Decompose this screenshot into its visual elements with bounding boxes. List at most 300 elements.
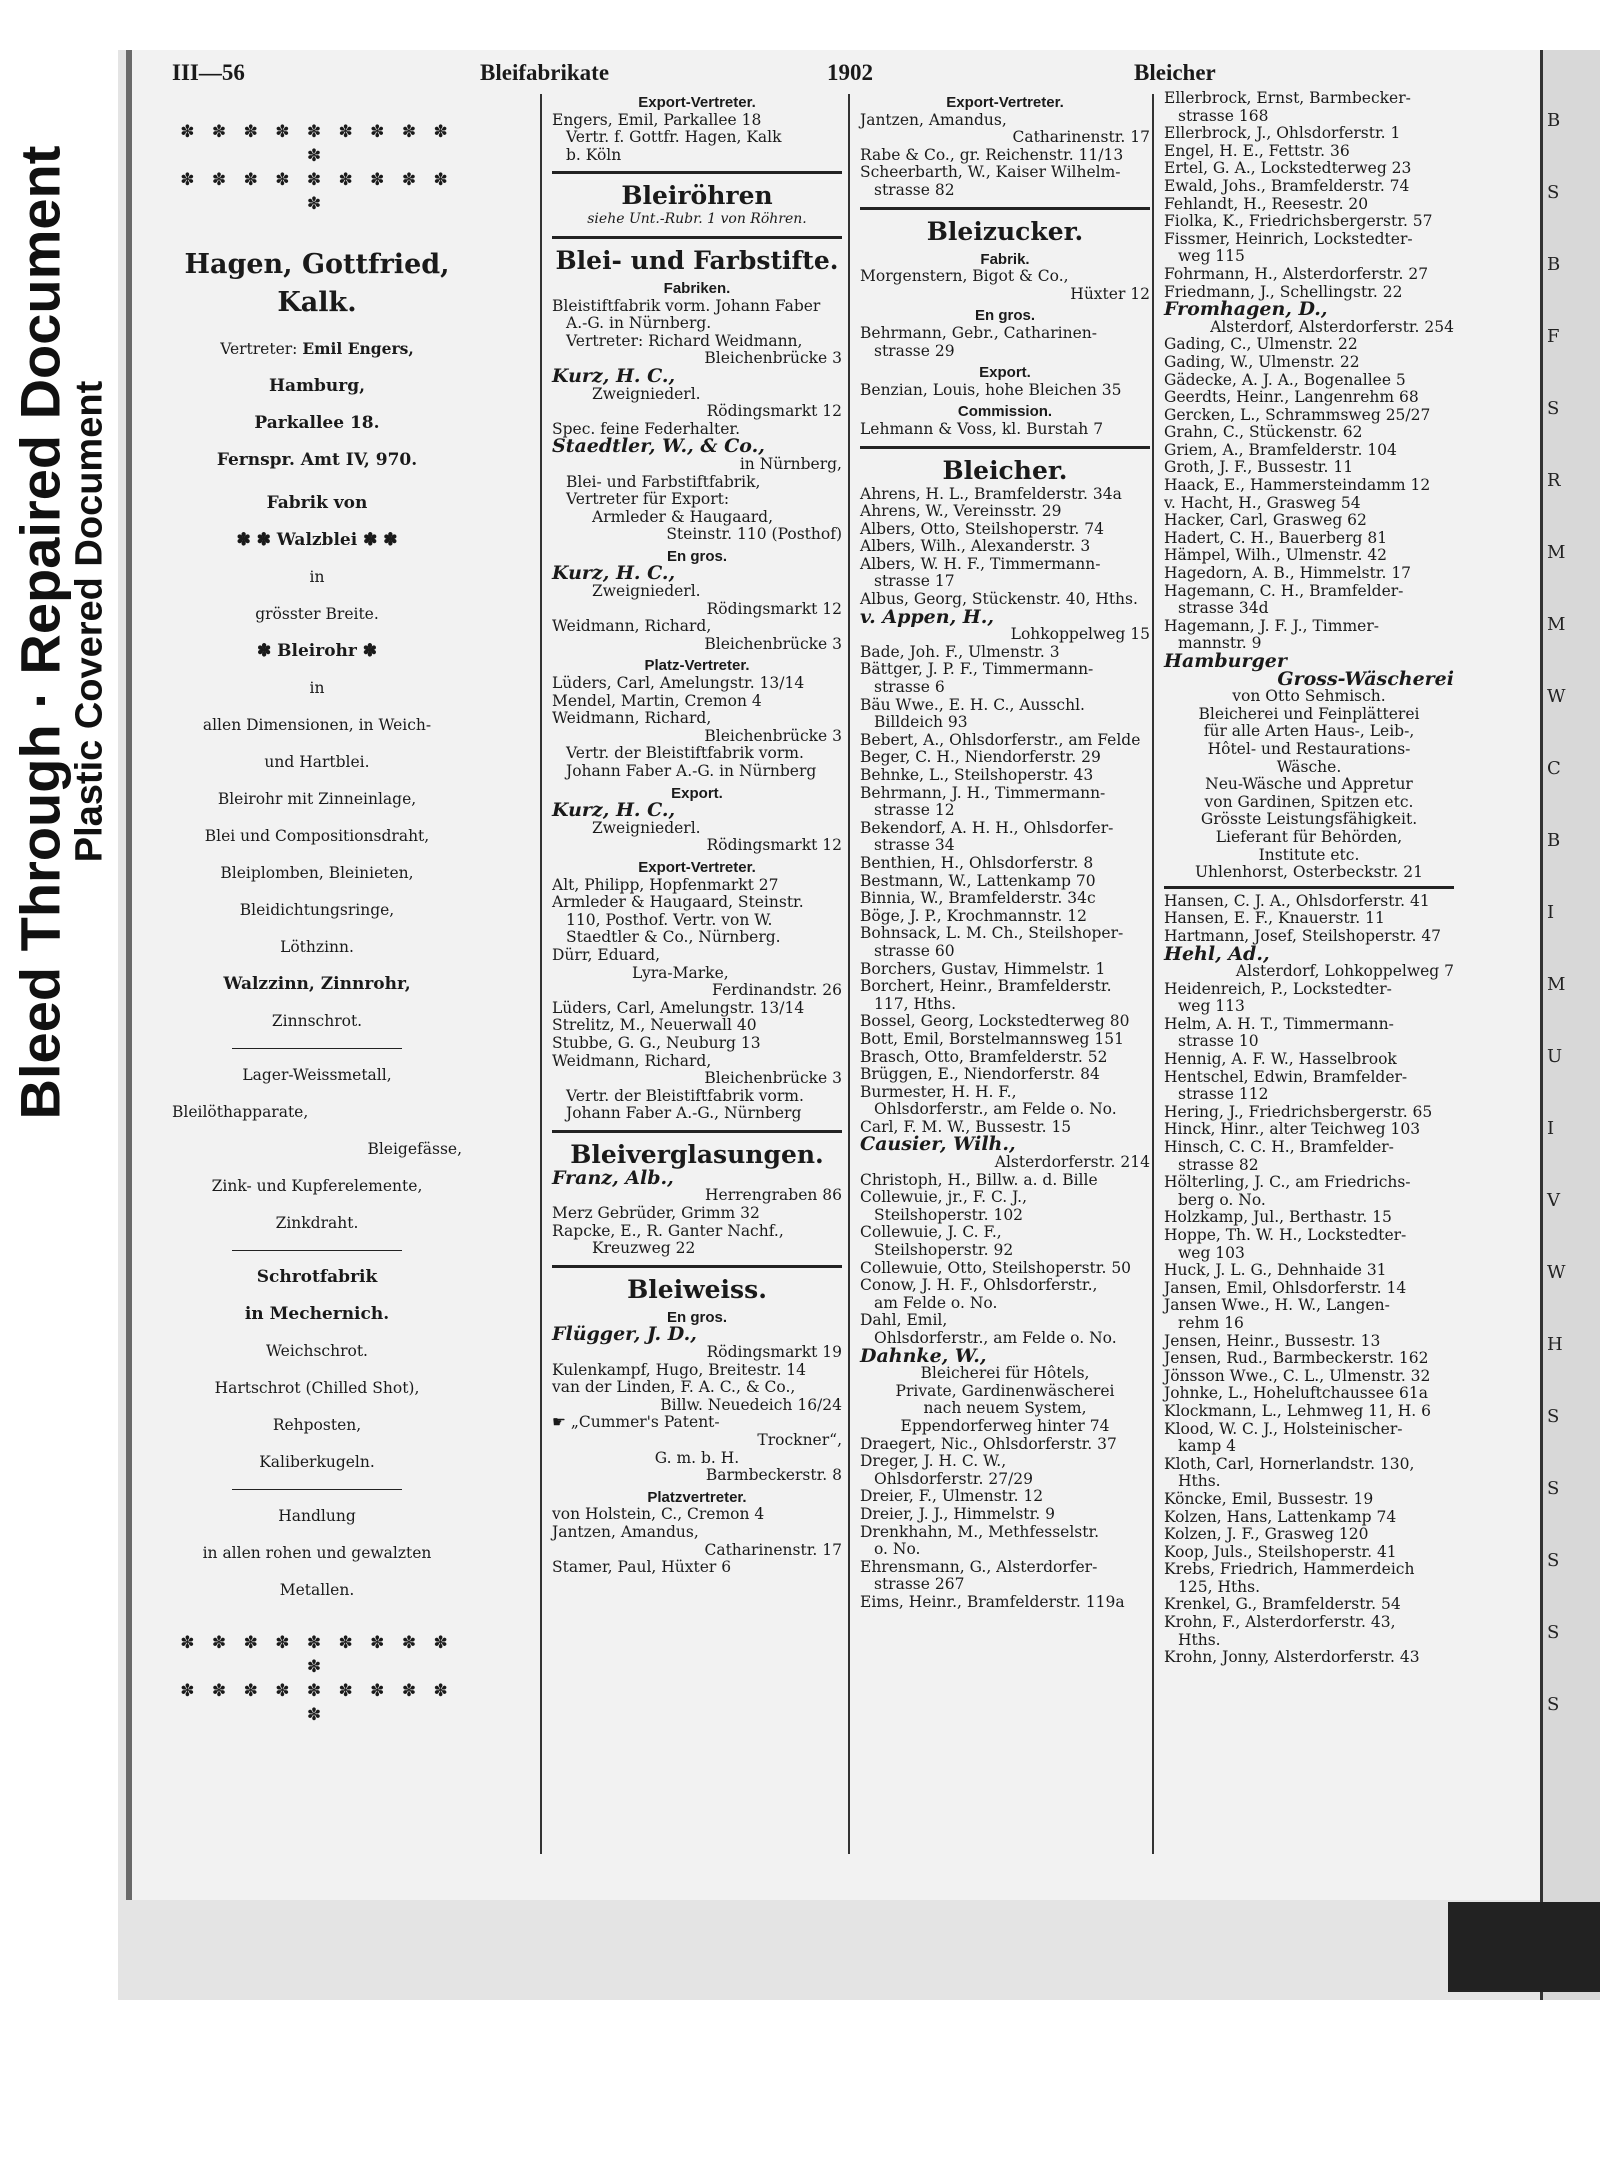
- ad-text: Bleidichtungsringe,: [239, 901, 395, 919]
- advertisement-hagen: [172, 120, 462, 1727]
- entry: Collewuie, jr., F. C. J.,: [860, 1188, 1028, 1207]
- entry: Fissmer, Heinrich, Lockstedter-: [1164, 229, 1413, 248]
- entry: Weidmann, Richard,: [552, 709, 712, 728]
- entry-list: [1164, 981, 1454, 1667]
- ad-text: Bleilöthapparate,: [172, 1103, 309, 1121]
- entry: Jansen Wwe., H. W., Langen-: [1164, 1296, 1390, 1315]
- section-subheading: Platz-Vertreter.: [644, 657, 750, 675]
- entry-highlight: Gross-Wäscherei: [1277, 667, 1454, 690]
- header-left-keyword: Bleifabrikate: [480, 60, 610, 85]
- star-border: ✽ ✽ ✽ ✽ ✽ ✽ ✽ ✽ ✽ ✽: [180, 122, 454, 166]
- entry-list: [1164, 90, 1454, 301]
- entry: Hinck, Hinr., alter Teichweg 103: [1164, 1120, 1421, 1139]
- entry: Hadert, C. H., Bauerberg 81: [1164, 528, 1388, 547]
- ad-schrotfabrik: Schrotfabrik: [256, 1267, 378, 1287]
- divider: [552, 1130, 842, 1133]
- entry: Holzkamp, Jul., Berthastr. 15: [1164, 1208, 1392, 1227]
- entry: weg 113: [1178, 997, 1245, 1016]
- entry: Bleicherei und Feinplätterei: [1198, 704, 1420, 723]
- adjacent-page-letter: U: [1547, 1046, 1563, 1067]
- section-subheading: Export-Vertreter.: [946, 94, 1064, 111]
- ad-text: in allen rohen und gewalzten: [202, 1544, 432, 1562]
- entry: Steilshoperstr. 102: [874, 1205, 1024, 1224]
- divider: [232, 1489, 402, 1490]
- entry: Grösste Leistungsfähigkeit.: [1200, 810, 1418, 829]
- section-heading: Bleicher.: [942, 455, 1068, 485]
- column-rule: [540, 94, 542, 1854]
- entry: Stubbe, G. G., Neuburg 13: [552, 1033, 761, 1052]
- entry-highlight: Staedtler, W., & Co.,: [552, 435, 765, 458]
- entry: Barmbeckerstr. 8: [705, 1466, 842, 1485]
- entry: Collewuie, J. C. F.,: [860, 1223, 1002, 1242]
- ad-company-city: Kalk.: [277, 287, 357, 318]
- column-rule: [1152, 94, 1154, 1854]
- entry: Jensen, Rud., Barmbeckerstr. 162: [1164, 1349, 1429, 1368]
- entry: rehm 16: [1178, 1313, 1244, 1332]
- entry: Kreuzweg 22: [592, 1239, 696, 1258]
- entry-highlight: Hehl, Ad.,: [1164, 942, 1270, 965]
- entry: Carl, F. M. W., Bussestr. 15: [860, 1117, 1072, 1136]
- entry: weg 115: [1178, 247, 1245, 266]
- entry: Steinstr. 110 (Posthof): [666, 525, 842, 544]
- header-right-keyword: Bleicher: [1134, 60, 1216, 85]
- rep-phone: Fernspr. Amt IV, 970.: [216, 450, 418, 470]
- entry: Rödingsmarkt 12: [706, 402, 842, 421]
- entry: Blei- und Farbstiftfabrik,: [566, 472, 761, 491]
- rep-street: Parkallee 18.: [254, 413, 380, 433]
- entry: Ertel, G. A., Lockstedterweg 23: [1164, 159, 1412, 178]
- divider: [552, 236, 842, 239]
- section-heading: Bleiröhren: [621, 181, 773, 211]
- adjacent-page-letter: W: [1547, 1262, 1566, 1283]
- entry: Gading, W., Ulmenstr. 22: [1164, 352, 1360, 371]
- entry: weg 103: [1178, 1243, 1245, 1262]
- entry: Alsterdorf, Alsterdorferstr. 254: [1210, 317, 1454, 336]
- entry-highlight: Fromhagen, D.,: [1164, 298, 1328, 321]
- entry: o. No.: [874, 1540, 921, 1559]
- entry: Dreier, J. J., Himmelstr. 9: [860, 1504, 1055, 1523]
- ad-text: Zink- und Kupferelemente,: [211, 1177, 423, 1195]
- entry: Vertr. der Bleistiftfabrik vorm.: [566, 744, 804, 763]
- header-year: 1902: [827, 60, 873, 85]
- entry: Ohlsdorferstr. 27/29: [874, 1469, 1033, 1488]
- section-subheading: En gros.: [666, 1308, 727, 1326]
- entry: Catharinenstr. 17: [704, 1540, 842, 1559]
- entry: Fehlandt, H., Reesestr. 20: [1164, 194, 1369, 213]
- entry: Bekendorf, A. H. H., Ohlsdorfer-: [860, 818, 1114, 837]
- entry: Huck, J. L. G., Dehnhaide 31: [1164, 1261, 1387, 1280]
- running-header: [132, 56, 1552, 92]
- entry: Klood, W. C. J., Holsteinischer-: [1164, 1419, 1403, 1438]
- entry: Bleichenbrücke 3: [704, 1069, 842, 1088]
- entry: Bleichenbrücke 3: [704, 349, 842, 368]
- entry: Dreger, J. H. C. W.,: [860, 1452, 1007, 1471]
- section-subheading: Platzvertreter.: [647, 1488, 747, 1506]
- entry: Armleder & Haugaard, Steinstr.: [552, 893, 804, 912]
- scan-edge-shadow: [1448, 1902, 1600, 1992]
- ad-walzblei: ✽ ✽ Walzblei ✽ ✽: [236, 530, 398, 550]
- entry: Christoph, H., Billw. a. d. Bille: [860, 1170, 1098, 1189]
- entry: 117, Hths.: [874, 994, 957, 1013]
- entry: Strelitz, M., Neuerwall 40: [552, 1016, 757, 1035]
- entry: Bleicherei für Hôtels,: [920, 1364, 1090, 1383]
- entry: Bestmann, W., Lattenkamp 70: [860, 871, 1096, 890]
- entry: Hennig, A. F. W., Hasselbrook: [1164, 1050, 1397, 1069]
- entry: Albers, Wilh., Alexanderstr. 3: [860, 537, 1091, 556]
- column-3: [860, 90, 1150, 1612]
- entry: Kolzen, J. F., Grasweg 120: [1164, 1525, 1369, 1544]
- entry: Krohn, Jonny, Alsterdorferstr. 43: [1164, 1648, 1420, 1667]
- ad-bleirohr: ✽ Bleirohr ✽: [256, 641, 378, 661]
- entry: Fiolka, K., Friedrichsbergerstr. 57: [1164, 212, 1433, 231]
- entry: Hagemann, C. H., Bramfelder-: [1164, 581, 1404, 600]
- entry: Hansen, C. J. A., Ohlsdorferstr. 41: [1164, 891, 1430, 910]
- entry: Billw. Neuedeich 16/24: [660, 1395, 842, 1414]
- entry: Jansen, Emil, Ohlsdorferstr. 14: [1164, 1278, 1407, 1297]
- column-2: [552, 90, 842, 1577]
- entry: Rabe & Co., gr. Reichenstr. 11/13: [860, 145, 1124, 164]
- ad-text: Weichschrot.: [266, 1342, 368, 1360]
- entry: Kolzen, Hans, Lattenkamp 74: [1164, 1507, 1397, 1526]
- entry: Ehrensmann, G., Alsterdorfer-: [860, 1557, 1098, 1576]
- entry: Heidenreich, P., Lockstedter-: [1164, 979, 1392, 998]
- entry: ☛ „Cummer's Patent-: [552, 1413, 720, 1432]
- section-heading: Bleizucker.: [926, 216, 1084, 246]
- rep-name: Emil Engers,: [302, 339, 414, 358]
- adjacent-page-letter: S: [1547, 182, 1560, 203]
- entry: Mendel, Martin, Cremon 4: [552, 691, 762, 710]
- entry: von Holstein, C., Cremon 4: [552, 1505, 765, 1524]
- entry: Scheerbarth, W., Kaiser Wilhelm-: [860, 163, 1121, 182]
- entry: Hölterling, J. C., am Friedrichs-: [1164, 1173, 1411, 1192]
- entry: Private, Gardinenwäscherei: [895, 1381, 1115, 1400]
- ad-text: Hartschrot (Chilled Shot),: [214, 1379, 420, 1397]
- entry: Lohkoppelweg 15: [1010, 625, 1150, 644]
- entry: Ellerbrock, J., Ohlsdorferstr. 1: [1164, 124, 1401, 143]
- entry: Herrengraben 86: [705, 1186, 842, 1205]
- adjacent-page-letter: M: [1547, 542, 1566, 563]
- entry: Bleichenbrücke 3: [704, 726, 842, 745]
- entry: Beger, C. H., Niendorferstr. 29: [860, 748, 1101, 767]
- entry: Hering, J., Friedrichsbergerstr. 65: [1164, 1102, 1433, 1121]
- section-heading: Bleiweiss.: [627, 1274, 767, 1304]
- entry: kamp 4: [1178, 1437, 1237, 1456]
- entry: Ellerbrock, Ernst, Barmbecker-: [1164, 89, 1411, 107]
- entry: Koop, Juls., Steilshoperstr. 41: [1164, 1542, 1397, 1561]
- entry: A.-G. in Nürnberg.: [566, 314, 712, 333]
- section-heading: Blei- und Farbstifte.: [555, 245, 839, 275]
- section-subheading: Export-Vertreter.: [638, 94, 756, 111]
- star-border: ✽ ✽ ✽ ✽ ✽ ✽ ✽ ✽ ✽ ✽: [180, 170, 454, 214]
- entry: strasse 82: [874, 180, 955, 199]
- entry: Alsterdorf, Lohkoppelweg 7: [1235, 962, 1454, 981]
- entry: Gading, C., Ulmenstr. 22: [1164, 335, 1358, 354]
- entry: strasse 10: [1178, 1032, 1259, 1051]
- entry: strasse 17: [874, 572, 955, 591]
- entry: Engers, Emil, Parkallee 18: [552, 110, 762, 129]
- section-subheading: En gros.: [974, 307, 1035, 325]
- entry: Rödingsmarkt 12: [706, 836, 842, 855]
- entry: G. m. b. H.: [654, 1448, 740, 1467]
- entry: Vertreter für Export:: [566, 490, 730, 509]
- entry: v. Hacht, H., Grasweg 54: [1164, 493, 1361, 512]
- ad-text: Zinnschrot.: [271, 1012, 363, 1030]
- entry: Kulenkampf, Hugo, Breitestr. 14: [552, 1360, 807, 1379]
- entry: Vertr. f. Gottfr. Hagen, Kalk: [566, 128, 782, 147]
- ad-text: Zinkdraht.: [275, 1214, 359, 1232]
- entry: Hacker, Carl, Grasweg 62: [1164, 511, 1367, 530]
- entry: Brüggen, E., Niendorferstr. 84: [860, 1065, 1100, 1084]
- entry: Hths.: [1178, 1630, 1221, 1649]
- ad-text: Bleigefässe,: [367, 1140, 462, 1158]
- entry: Zweigniederl.: [592, 582, 701, 601]
- entry: Bäu Wwe., E. H. C., Ausschl.: [860, 695, 1085, 714]
- entry: Groth, J. F., Bussestr. 11: [1164, 458, 1354, 477]
- adjacent-page-letter: S: [1547, 1478, 1560, 1499]
- entry-highlight: Kurz, H. C.,: [552, 799, 676, 822]
- ad-text: Metallen.: [279, 1581, 355, 1599]
- entry: Draegert, Nic., Ohlsdorferstr. 37: [860, 1434, 1117, 1453]
- divider: [232, 1048, 402, 1049]
- entry-list: [1164, 893, 1454, 946]
- adjacent-page-letter: M: [1547, 974, 1566, 995]
- entry: am Felde o. No.: [874, 1293, 998, 1312]
- entry: Bossel, Georg, Lockstedterweg 80: [860, 1012, 1130, 1031]
- entry: Stamer, Paul, Hüxter 6: [552, 1558, 732, 1577]
- entry: Kloth, Carl, Hornerlandstr. 130,: [1164, 1454, 1415, 1473]
- ad-fabrik: Fabrik von: [266, 493, 368, 513]
- section-subheading: Export.: [671, 784, 723, 802]
- section-subheading: Export.: [979, 364, 1031, 382]
- entry: Krenkel, G., Bramfelderstr. 54: [1164, 1595, 1401, 1614]
- entry: Friedmann, J., Schellingstr. 22: [1164, 282, 1403, 301]
- entry: Borchers, Gustav, Himmelstr. 1: [860, 959, 1106, 978]
- entry: Hinsch, C. C. H., Bramfelder-: [1164, 1138, 1394, 1157]
- entry: 110, Posthof. Vertr. von W.: [566, 910, 773, 929]
- entry: Köncke, Emil, Bussestr. 19: [1164, 1489, 1374, 1508]
- entry: Behnke, L., Steilshoperstr. 43: [860, 766, 1094, 784]
- entry: Behrmann, J. H., Timmermann-: [860, 783, 1106, 802]
- entry: für alle Arten Haus-, Leib-,: [1203, 722, 1415, 741]
- entry: Merz Gebrüder, Grimm 32: [552, 1204, 760, 1223]
- entry-highlight: Hamburger: [1164, 650, 1287, 672]
- entry: Johann Faber A.-G., Nürnberg: [566, 1104, 802, 1123]
- entry: Hentschel, Edwin, Bramfelder-: [1164, 1067, 1408, 1086]
- rep-label: Vertreter:: [220, 340, 298, 358]
- entry: strasse 12: [874, 801, 955, 820]
- entry: Bleichenbrücke 3: [704, 634, 842, 653]
- entry: Hartmann, Josef, Steilshoperstr. 47: [1164, 926, 1442, 945]
- section-subheading: En gros.: [666, 547, 727, 565]
- divider: [552, 1265, 842, 1268]
- entry: strasse 82: [1178, 1155, 1259, 1174]
- entry: Jönsson Wwe., C. L., Ulmenstr. 32: [1164, 1366, 1431, 1385]
- ad-text: allen Dimensionen, in Weich-: [202, 716, 432, 734]
- entry: Hüxter 12: [1070, 284, 1150, 303]
- entry: von Gardinen, Spitzen etc.: [1204, 792, 1414, 811]
- entry: 125, Hths.: [1178, 1577, 1261, 1596]
- entry: berg o. No.: [1178, 1190, 1266, 1209]
- entry: Hoppe, Th. W. H., Lockstedter-: [1164, 1226, 1407, 1244]
- entry: strasse 168: [1178, 106, 1269, 125]
- star-border: ✽ ✽ ✽ ✽ ✽ ✽ ✽ ✽ ✽ ✽: [180, 1681, 454, 1725]
- entry: Borchert, Heinr., Bramfelderstr.: [860, 977, 1112, 996]
- entry: Uhlenhorst, Osterbeckstr. 21: [1194, 863, 1424, 882]
- entry: Drenkhahn, M., Methfesselstr.: [860, 1522, 1100, 1541]
- entry-list: [1164, 336, 1454, 653]
- entry-list: [860, 486, 1150, 609]
- entry: Haack, E., Hammersteindamm 12: [1164, 476, 1431, 495]
- cross-reference: siehe Unt.-Rubr. 1 von Röhren.: [587, 211, 807, 228]
- entry: Albers, W. H. F., Timmermann-: [860, 554, 1101, 573]
- entry: Bade, Joh. F., Ulmenstr. 3: [860, 642, 1060, 661]
- entry: Engel, H. E., Fettstr. 36: [1164, 141, 1350, 160]
- entry: Bättger, J. P. F., Timmermann-: [860, 660, 1094, 679]
- entry: b. Köln: [566, 145, 622, 164]
- column-4: [1164, 90, 1454, 1667]
- side-label: [0, 40, 110, 1220]
- ad-text: Bleiplomben, Bleinieten,: [220, 864, 414, 882]
- entry: Collewuie, Otto, Steilshoperstr. 50: [860, 1258, 1132, 1277]
- entry: Burmester, H. H. F.,: [860, 1082, 1017, 1101]
- ad-text: Rehposten,: [272, 1416, 362, 1434]
- entry: Lieferant für Behörden,: [1215, 827, 1403, 846]
- entry: Bohnsack, L. M. Ch., Steilshoper-: [860, 924, 1124, 943]
- ad-text: Lager-Weissmetall,: [242, 1066, 392, 1084]
- entry: Dahl, Emil,: [860, 1311, 948, 1330]
- entry: Binnia, W., Bramfelderstr. 34c: [860, 889, 1096, 908]
- entry: Lehmann & Voss, kl. Burstah 7: [860, 419, 1104, 438]
- entry: in Nürnberg,: [739, 454, 842, 473]
- entry: Spec. feine Federhalter.: [552, 419, 740, 438]
- adjacent-page-letter: B: [1547, 830, 1561, 851]
- column-rule: [848, 94, 850, 1854]
- entry: Albus, Georg, Stückenstr. 40, Hths.: [860, 590, 1138, 609]
- adjacent-page-letter: M: [1547, 614, 1566, 635]
- entry: Gercken, L., Schrammsweg 25/27: [1164, 405, 1431, 424]
- entry: Zweigniederl.: [592, 818, 701, 837]
- entry: Ferdinandstr. 26: [712, 981, 842, 1000]
- star-border: ✽ ✽ ✽ ✽ ✽ ✽ ✽ ✽ ✽ ✽: [180, 1633, 454, 1677]
- entry: Lüders, Carl, Amelungstr. 13/14: [552, 674, 805, 693]
- entry: Albers, Otto, Steilshoperstr. 74: [860, 519, 1104, 538]
- entry: nach neuem System,: [923, 1399, 1087, 1418]
- ad-text: in: [309, 679, 325, 697]
- entry: Geerdts, Heinr., Langenrehm 68: [1164, 388, 1419, 407]
- entry: Wäsche.: [1276, 757, 1342, 776]
- entry: Hämpel, Wilh., Ulmenstr. 42: [1164, 546, 1388, 565]
- entry: Billdeich 93: [874, 713, 968, 732]
- entry-highlight: Causier, Wilh.,: [860, 1133, 1016, 1156]
- ad-walzzinn: Walzzinn, Zinnrohr,: [223, 974, 411, 994]
- entry: Alt, Philipp, Hopfenmarkt 27: [552, 875, 779, 894]
- entry: Jantzen, Amandus,: [860, 110, 1007, 129]
- entry: Dreier, F., Ulmenstr. 12: [860, 1487, 1044, 1506]
- scanned-page: [118, 50, 1600, 2000]
- entry: Griem, A., Bramfelderstr. 104: [1164, 440, 1397, 459]
- adjacent-page-letter: B: [1547, 254, 1561, 275]
- entry-highlight: v. Appen, H.,: [860, 605, 994, 628]
- entry: Hths.: [1178, 1472, 1221, 1491]
- entry: strasse 29: [874, 341, 955, 360]
- entry: Bebert, A., Ohlsdorferstr., am Felde: [860, 730, 1141, 749]
- entry: Hagedorn, A. B., Himmelstr. 17: [1164, 564, 1412, 583]
- entry: Johann Faber A.-G. in Nürnberg: [566, 762, 817, 780]
- adjacent-page-letter: R: [1547, 470, 1561, 491]
- entry-highlight: Kurz, H. C.,: [552, 364, 676, 387]
- entry: Eims, Heinr., Bramfelderstr. 119a: [860, 1592, 1125, 1611]
- entry: Krebs, Friedrich, Hammerdeich: [1164, 1560, 1415, 1579]
- ad-mechernich: in Mechernich.: [244, 1304, 390, 1324]
- rep-city: Hamburg,: [268, 376, 366, 396]
- entry-highlight: Kurz, H. C.,: [552, 562, 676, 585]
- page-sheet: [126, 50, 1555, 1900]
- entry: Weidmann, Richard,: [552, 1051, 712, 1070]
- entry: Böge, J. P., Krochmannstr. 12: [860, 906, 1087, 925]
- entry-highlight: Dahnke, W.,: [860, 1344, 987, 1367]
- adjacent-page-letter: C: [1547, 758, 1561, 779]
- entry: Hansen, E. F., Knauerstr. 11: [1164, 909, 1385, 928]
- entry: Ohlsdorferstr., am Felde o. No.: [874, 1329, 1117, 1347]
- entry: Lüders, Carl, Amelungstr. 13/14: [552, 998, 805, 1017]
- entry: Jensen, Heinr., Bussestr. 13: [1164, 1331, 1381, 1350]
- entry: Brasch, Otto, Bramfelderstr. 52: [860, 1047, 1108, 1066]
- ad-text: und Hartblei.: [264, 753, 370, 771]
- adjacent-page-letter: V: [1547, 1190, 1560, 1211]
- adjacent-page-letter: S: [1547, 1622, 1560, 1643]
- entry: Trockner“,: [757, 1431, 842, 1449]
- entry-list: [860, 1436, 1150, 1612]
- entry: Hagemann, J. F. J., Timmer-: [1164, 616, 1379, 635]
- entry: Helm, A. H. T., Timmermann-: [1164, 1014, 1394, 1033]
- entry: Neu-Wäsche und Appretur: [1205, 775, 1413, 794]
- entry: Lyra-Marke,: [632, 963, 729, 982]
- plastic-covered-label: Plastic Covered Document: [68, 380, 111, 863]
- entry: van der Linden, F. A. C., & Co.,: [552, 1378, 796, 1397]
- adjacent-page-letter: S: [1547, 1694, 1560, 1715]
- entry: Fohrmann, H., Alsterdorferstr. 27: [1164, 264, 1429, 283]
- ad-text: Löthzinn.: [280, 938, 354, 956]
- entry: Rödingsmarkt 12: [706, 599, 842, 618]
- entry: Benthien, H., Ohlsdorferstr. 8: [860, 853, 1094, 872]
- entry: Staedtler & Co., Nürnberg.: [566, 928, 781, 947]
- entry: Armleder & Haugaard,: [592, 507, 773, 526]
- section-subheading: Fabrik.: [980, 250, 1030, 268]
- entry: Hôtel- und Restaurations-: [1207, 739, 1411, 758]
- entry: Ohlsdorferstr., am Felde o. No.: [874, 1100, 1117, 1119]
- entry: Weidmann, Richard,: [552, 617, 712, 636]
- entry: Catharinenstr. 17: [1012, 128, 1150, 147]
- adjacent-page-letter: S: [1547, 1550, 1560, 1571]
- divider: [232, 1250, 402, 1251]
- adjacent-page-strip: [1540, 50, 1600, 2000]
- adjacent-page-letter: F: [1547, 326, 1560, 347]
- section-subheading: Export-Vertreter.: [638, 858, 756, 876]
- ad-text: in: [309, 568, 325, 586]
- ad-company-name: Hagen, Gottfried,: [184, 249, 450, 280]
- entry: Rapcke, E., R. Ganter Nachf.,: [552, 1221, 784, 1240]
- entry: strasse 60: [874, 941, 955, 960]
- entry: Conow, J. H. F., Ohlsdorferstr.,: [860, 1276, 1098, 1295]
- entry: Rödingsmarkt 19: [706, 1343, 842, 1362]
- entry-highlight: Flügger, J. D.,: [552, 1323, 697, 1346]
- entry-list: [860, 644, 1150, 1137]
- divider: [860, 207, 1150, 210]
- entry: Bott, Emil, Borstelmannsweg 151: [860, 1029, 1124, 1048]
- entry: Ahrens, H. L., Bramfelderstr. 34a: [860, 484, 1122, 503]
- divider: [860, 446, 1150, 449]
- section-heading: Bleiverglasungen.: [570, 1139, 824, 1169]
